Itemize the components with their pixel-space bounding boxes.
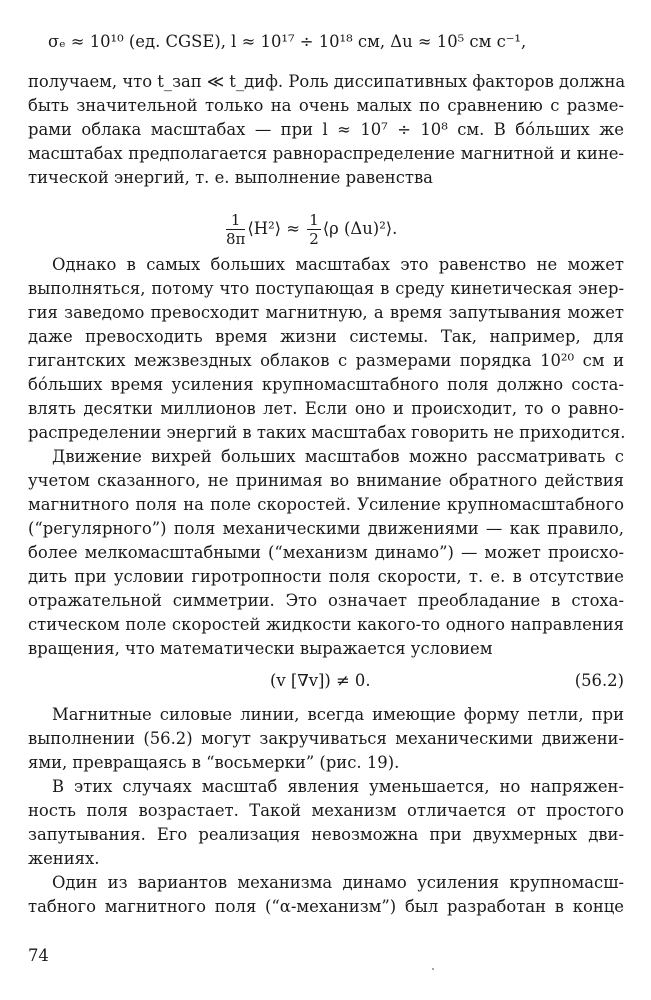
text-line: тической энергий, т. е. выполнение равенства <box>28 168 433 187</box>
text-line: дить при условии гиротропности поля скорости, т. е. в отсутствие <box>28 567 624 586</box>
text-line: более мелкомасштабными (“механизм динамо”) — может происхо- <box>28 543 624 562</box>
text-line: гия заведомо превосходит магнитную, а время запутывания может <box>28 303 624 322</box>
text-line: Однако в самых больших масштабах это равенство не может <box>52 255 624 274</box>
text-line: жениях. <box>28 849 100 868</box>
text-line: гигантских межзвездных облаков с размерами порядка 10²⁰ см и <box>28 351 624 370</box>
text-line: бо́льших время усиления крупномасштабного поля должно соста- <box>28 375 624 394</box>
equation-main: (v [∇v]) ≠ 0. <box>270 671 371 690</box>
text-line: ями, превращаясь в “восьмерки” (рис. 19). <box>28 753 400 772</box>
text-line: магнитного поля на поле скоростей. Усиление крупномасштабного <box>28 495 624 514</box>
equation-energy: $\frac{1}{8\pi}$ ⟨H²⟩ ≈ $\frac{1}{2}$ ⟨ρ (Δu)²⟩. <box>226 211 398 248</box>
text-line: отражательной симметрии. Это означает преобладание в стоха- <box>28 591 624 610</box>
text-line: масштабах предполагается равнораспределение магнитной и кине- <box>28 144 624 163</box>
page-number: 74 <box>28 946 49 965</box>
scan-speck <box>432 968 434 970</box>
page <box>28 0 624 1000</box>
fraction: $\frac{1}{2}$ <box>309 211 319 248</box>
text-line: вращения, что математически выражается условием <box>28 639 493 658</box>
text-line: ность поля возрастает. Такой механизм отличается от простого <box>28 801 624 820</box>
text-line: табного магнитного поля (“α-механизм”) был разработан в конце <box>28 897 624 916</box>
text-line: учетом сказанного, не принимая во внимание обратного действия <box>28 471 624 490</box>
text-line: В этих случаях масштаб явления уменьшается, но напряжен- <box>52 777 624 796</box>
text-line: выполнении (56.2) могут закручиваться механическими движени- <box>28 729 624 748</box>
equation-top: σₑ ≈ 10¹⁰ (ед. CGSE), l ≈ 10¹⁷ ÷ 10¹⁸ см, Δu ≈ 10⁵ см с⁻¹, <box>48 32 527 51</box>
text-line: выполняться, потому что поступающая в среду кинетическая энер- <box>28 279 624 298</box>
text-line: Движение вихрей больших масштабов можно рассматривать с <box>52 447 624 466</box>
text-line: рами облака масштабах — при l ≈ 10⁷ ÷ 10⁸ см. В бо́льших же <box>28 120 624 139</box>
text-line: даже превосходить время жизни системы. Так, например, для <box>28 327 624 346</box>
text-line: (“регулярного”) поля механическими движениями — как правило, <box>28 519 624 538</box>
text-line: стическом поле скоростей жидкости какого-то одного направления <box>28 615 624 634</box>
text-line: получаем, что t_зап ≪ t_диф. Роль диссипативных факторов должна <box>28 72 626 91</box>
equation-number: (56.2) <box>574 671 624 690</box>
text-line: влять десятки миллионов лет. Если оно и происходит, то о равно- <box>28 399 624 418</box>
text-line: быть значительной только на очень малых по сравнению с разме- <box>28 96 624 115</box>
text-line: распределении энергий в таких масштабах говорить не приходится. <box>28 423 626 442</box>
fraction: $\frac{1}{8\pi}$ <box>226 211 246 248</box>
text-line: запутывания. Его реализация невозможна при двухмерных дви- <box>28 825 624 844</box>
text-line: Один из вариантов механизма динамо усиления крупномасш- <box>52 873 624 892</box>
text-line: Магнитные силовые линии, всегда имеющие форму петли, при <box>52 705 624 724</box>
